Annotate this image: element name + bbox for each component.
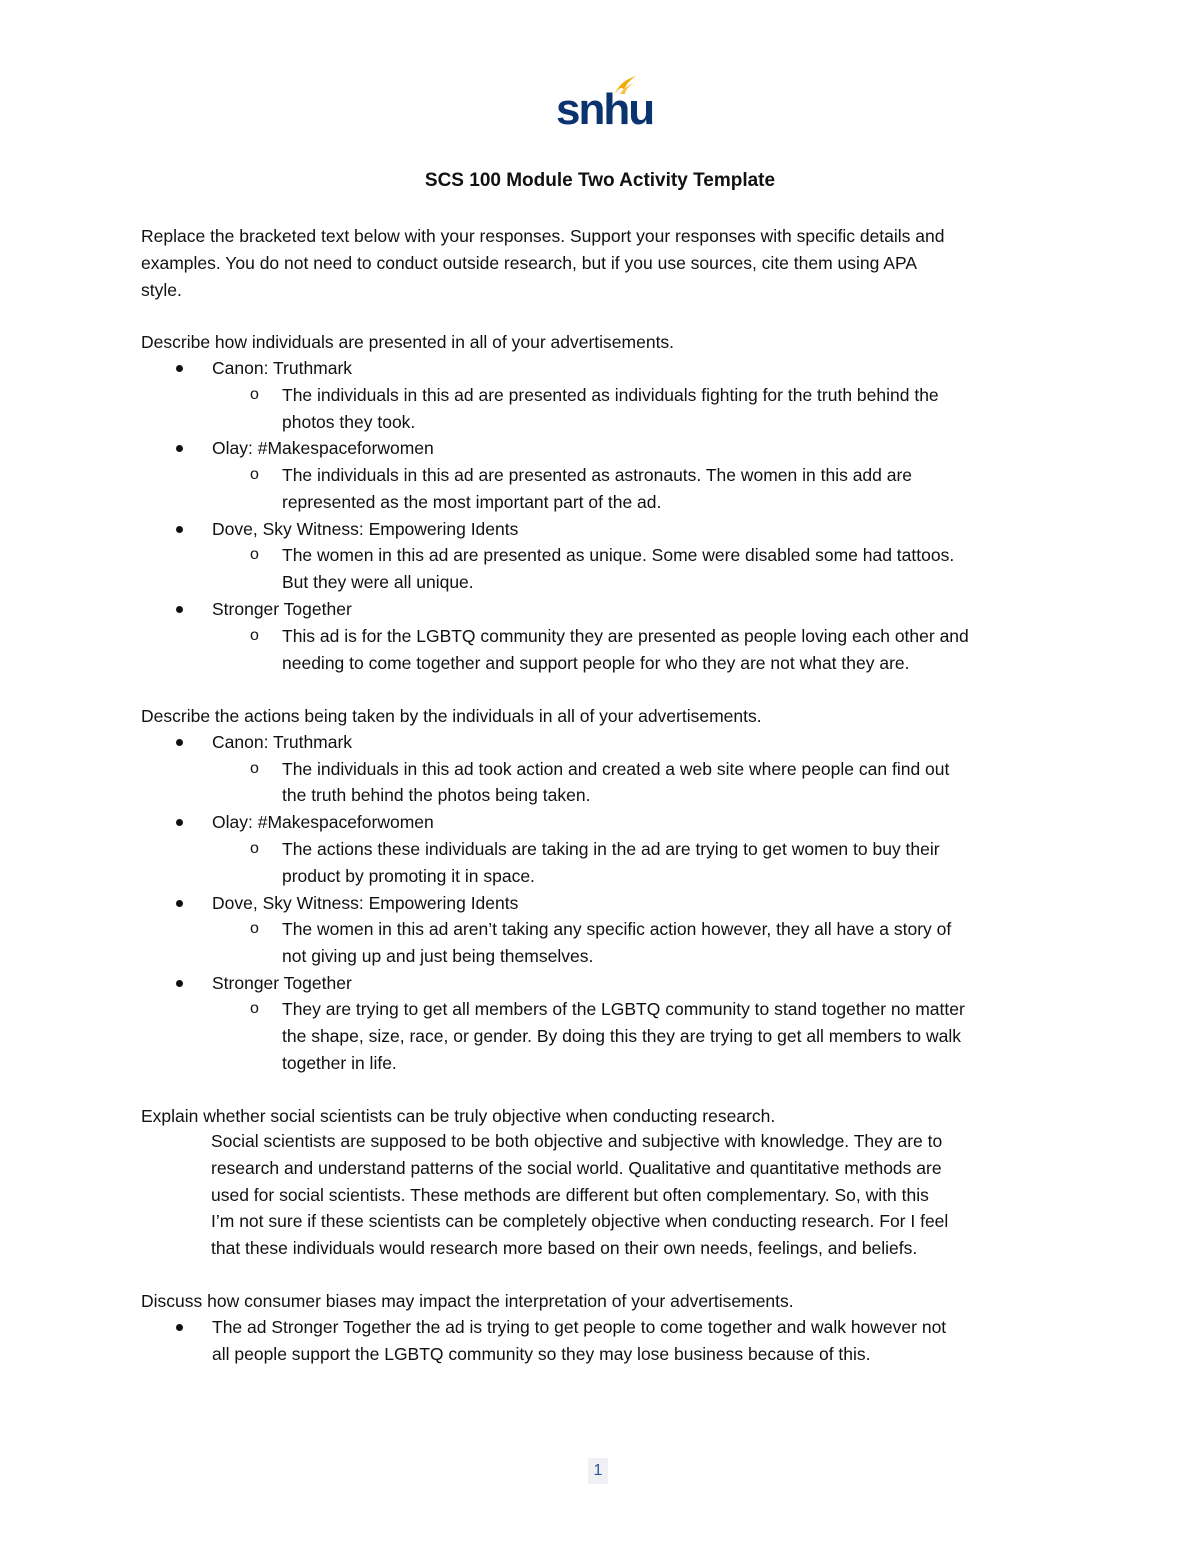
list-item-text: product by promoting it in space. xyxy=(282,866,535,886)
list-item-text: represented as the most important part of the ad. xyxy=(282,492,662,512)
list-item-label: Dove, Sky Witness: Empowering Idents xyxy=(212,519,519,539)
section-heading: Discuss how consumer biases may impact the interpretation of your advertisements. xyxy=(141,1291,794,1311)
sub-bullet-icon: o xyxy=(250,1000,259,1017)
list-item-text: together in life. xyxy=(282,1053,397,1073)
bullet-icon xyxy=(176,526,183,533)
paragraph-line: research and understand patterns of the social world. Qualitative and quantitative methods are xyxy=(211,1158,942,1178)
list-item-label: Canon: Truthmark xyxy=(212,732,353,752)
bullet-icon xyxy=(176,900,183,907)
bullet-icon xyxy=(176,980,183,987)
bullet-icon xyxy=(176,445,183,452)
list-item-text: the truth behind the photos being taken. xyxy=(282,785,591,805)
list-item-text: The individuals in this ad are presented as astronauts. The women in this add are xyxy=(282,465,913,485)
list-item-label: Olay: #Makespaceforwomen xyxy=(212,812,434,832)
sub-bullet-icon: o xyxy=(250,760,259,777)
list-item-text: The individuals in this ad are presented as individuals fighting for the truth behind the xyxy=(282,385,939,405)
section-heading: Explain whether social scientists can be truly objective when conducting research. xyxy=(141,1106,776,1126)
bullet-icon xyxy=(176,739,183,746)
list-item-text: needing to come together and support people for who they are not what they are. xyxy=(282,653,910,673)
bullet-icon xyxy=(176,1324,183,1331)
sub-bullet-icon: o xyxy=(250,546,259,563)
list-item-text: not giving up and just being themselves. xyxy=(282,946,594,966)
paragraph-line: I’m not sure if these scientists can be completely objective when conducting research. For I feel xyxy=(211,1211,949,1231)
list-item-text: This ad is for the LGBTQ community they are presented as people loving each other and xyxy=(282,626,969,646)
list-item-text: The ad Stronger Together the ad is trying to get people to come together and walk however not xyxy=(212,1317,947,1337)
intro-line: examples. You do not need to conduct outside research, but if you use sources, cite them using APA xyxy=(141,253,917,273)
paragraph-line: that these individuals would research more based on their own needs, feelings, and beliefs. xyxy=(211,1238,918,1258)
paragraph-line: Social scientists are supposed to be both objective and subjective with knowledge. They are to xyxy=(211,1131,943,1151)
list-item-label: Stronger Together xyxy=(212,599,352,619)
list-item-text: all people support the LGBTQ community so they may lose business because of this. xyxy=(212,1344,871,1364)
sub-bullet-icon: o xyxy=(250,840,259,857)
document-title: SCS 100 Module Two Activity Template xyxy=(424,170,776,191)
list-item-text: the shape, size, race, or gender. By doing this they are trying to get all members to walk xyxy=(282,1026,961,1046)
list-item-text: But they were all unique. xyxy=(282,572,474,592)
section-heading: Describe how individuals are presented in all of your advertisements. xyxy=(141,332,675,352)
list-item-text: They are trying to get all members of the LGBTQ community to stand together no matter xyxy=(282,999,965,1019)
list-item-label: Canon: Truthmark xyxy=(212,358,353,378)
bullet-icon xyxy=(176,819,183,826)
snhu-logo xyxy=(556,74,654,134)
list-item-label: Dove, Sky Witness: Empowering Idents xyxy=(212,893,519,913)
section-heading: Describe the actions being taken by the individuals in all of your advertisements. xyxy=(141,706,762,726)
list-item-text: The women in this ad aren’t taking any specific action however, they all have a story of xyxy=(282,919,952,939)
sub-bullet-icon: o xyxy=(250,920,259,937)
logo-text: snhu xyxy=(556,85,654,134)
list-item-text: The women in this ad are presented as unique. Some were disabled some had tattoos. xyxy=(282,545,955,565)
bullet-icon xyxy=(176,365,183,372)
list-item-text: The actions these individuals are taking in the ad are trying to get women to buy their xyxy=(282,839,940,859)
list-item-text: photos they took. xyxy=(282,412,416,432)
sub-bullet-icon: o xyxy=(250,627,259,644)
intro-line: Replace the bracketed text below with your responses. Support your responses with specific details and xyxy=(141,226,945,246)
intro-line: style. xyxy=(141,280,182,300)
list-item-label: Stronger Together xyxy=(212,973,352,993)
list-item-text: The individuals in this ad took action and created a web site where people can find out xyxy=(282,759,950,779)
sub-bullet-icon: o xyxy=(250,466,259,483)
page-number: 1 xyxy=(588,1458,608,1484)
bullet-icon xyxy=(176,606,183,613)
sub-bullet-icon: o xyxy=(250,386,259,403)
paragraph-line: used for social scientists. These methods are different but often complementary. So, with this xyxy=(211,1185,929,1205)
list-item-label: Olay: #Makespaceforwomen xyxy=(212,438,434,458)
